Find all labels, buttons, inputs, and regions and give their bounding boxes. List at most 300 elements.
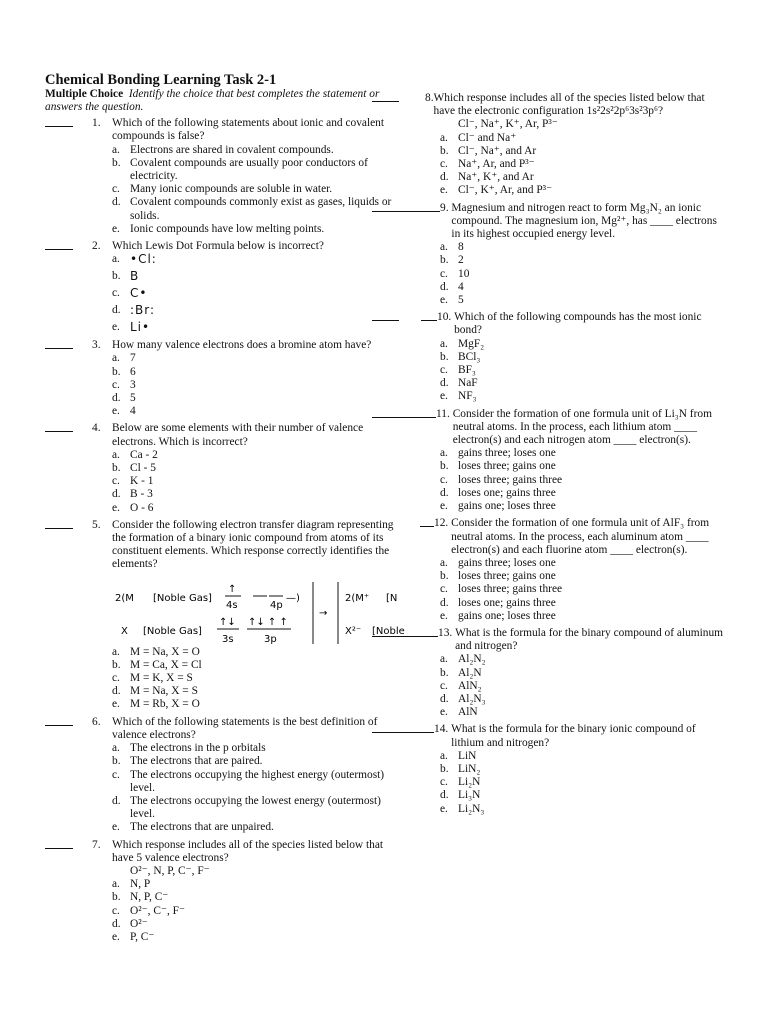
option-letter: b. [112, 891, 121, 904]
option-letter: c. [112, 183, 120, 196]
option [440, 132, 727, 145]
option-letter: a. [440, 749, 448, 762]
option-text: M = Rb, X = O [130, 698, 200, 711]
option-text: gains one; loses three [458, 609, 556, 622]
question-13 [372, 627, 727, 653]
option-letter: c. [112, 672, 120, 685]
question-text: What is the formula for the binary compound of aluminum and nitrogen? [455, 626, 724, 653]
option-letter: b. [112, 365, 121, 378]
section-header [45, 88, 400, 113]
option-letter: b. [440, 350, 449, 363]
option-letter: c. [440, 267, 448, 280]
question-number: 12. [434, 517, 449, 530]
option-letter: d. [112, 304, 121, 317]
question-text: Which of the following compounds has the most ionic bond? [454, 311, 702, 337]
option-letter: a. [440, 447, 448, 460]
answer-blank-1[interactable] [45, 117, 73, 127]
option-letter: d. [112, 196, 121, 209]
option [112, 685, 400, 698]
options-4 [112, 449, 400, 515]
orbital-label-3s: 3s [222, 633, 234, 645]
option [440, 500, 727, 513]
question-number: 11. [436, 407, 450, 420]
question-14 [372, 723, 727, 749]
orbital-label-3p: 3p [264, 633, 277, 645]
option [440, 597, 727, 610]
option [440, 583, 727, 596]
option-letter: c. [112, 904, 120, 917]
option-text: loses one; gains three [458, 596, 556, 609]
question-number: 1. [92, 117, 101, 130]
answer-blank-2[interactable] [45, 240, 73, 250]
question-number: 3. [92, 339, 101, 352]
option-letter: c. [112, 378, 120, 391]
option [440, 653, 727, 666]
option-text: The electrons that are paired. [130, 755, 263, 768]
question-text: Which response includes all of the species listed below that have 5 valence electrons? [112, 838, 384, 864]
option-text: Li₂N₃ [458, 802, 485, 815]
species-list: Cl⁻, Na⁺, K⁺, Ar, P³⁻ [458, 118, 558, 131]
option-letter: c. [440, 158, 448, 171]
options-5 [112, 646, 400, 712]
question-number: 7. [92, 838, 101, 851]
option-letter: c. [440, 679, 448, 692]
option-text: LiN [458, 749, 477, 762]
options-13 [440, 653, 727, 719]
lewis-dot-c: C• [130, 286, 148, 301]
option-letter: a. [440, 131, 448, 144]
options-11 [440, 447, 727, 513]
option-text: M = Na, X = S [130, 685, 198, 698]
option-letter: d. [112, 392, 121, 405]
option [112, 270, 400, 287]
option-text: 10 [458, 267, 470, 280]
option-text: 4 [130, 405, 136, 418]
question-text: Which response includes all of the species listed below that have the electronic configuration 1s²2s²2p⁶3s²3p⁶? [433, 92, 705, 118]
transfer-arrow: → [319, 607, 328, 619]
option [112, 918, 400, 931]
option-letter: a. [112, 143, 120, 156]
option-letter: a. [440, 556, 448, 569]
answer-blank-10b[interactable] [421, 311, 437, 321]
option-text: loses three; gains three [458, 473, 563, 486]
option-letter: a. [440, 653, 448, 666]
option [112, 183, 400, 196]
option [112, 462, 400, 475]
diagram-label-x: X [121, 625, 128, 637]
question-number: 6. [92, 715, 101, 728]
question-11 [372, 408, 727, 448]
question-text: How many valence electrons does a bromine atom have? [112, 339, 372, 352]
option-letter: b. [440, 254, 449, 267]
option-text: NF₃ [458, 390, 477, 403]
option-text: Al₂N₃ [458, 692, 486, 705]
option-text: Al₂N₂ [458, 653, 486, 666]
option [440, 789, 727, 802]
option-letter: a. [112, 448, 120, 461]
answer-blank-10[interactable] [372, 311, 399, 321]
option-letter: c. [440, 364, 448, 377]
option [112, 931, 400, 944]
option-text: loses one; gains three [458, 486, 556, 499]
option [440, 281, 727, 294]
option-text: AlN₂ [458, 679, 482, 692]
question-number: 4. [92, 422, 101, 435]
option-text: O - 6 [130, 501, 154, 514]
option-text: Ca - 2 [130, 448, 158, 461]
option-letter: e. [112, 501, 120, 514]
question-text: Magnesium and nitrogen react to form Mg₃N₂ an ionic compound. The magnesium ion, Mg²⁺, has ____ electrons in its highest occupied energy level. [451, 201, 717, 241]
option [112, 223, 400, 236]
lewis-dot-cl: •Cl: [130, 252, 157, 267]
option-text: N, P [130, 878, 151, 891]
question-text: Below are some elements with their number of valence electrons. Which is incorrect? [112, 422, 364, 448]
options-12 [440, 557, 727, 623]
answer-blank-3[interactable] [45, 339, 73, 349]
option [112, 905, 400, 918]
diagram-label-noble-gas-2: [Noble Gas] [143, 625, 202, 637]
option-letter: d. [112, 917, 121, 930]
question-text: What is the formula for the binary ionic compound of lithium and nitrogen? [451, 723, 696, 749]
option-text: gains one; loses three [458, 500, 556, 513]
option [112, 253, 400, 270]
option-letter: c. [112, 475, 120, 488]
option [440, 447, 727, 460]
question-text: Consider the formation of one formula unit of Li₃N from neutral atoms. In the process, each lithium atom ____ electron(s) and each nitrogen atom ____ electron(s). [452, 407, 712, 447]
option [440, 294, 727, 307]
answer-blank-12[interactable] [420, 517, 434, 527]
options-14 [440, 750, 727, 816]
option [112, 755, 400, 768]
arrow-up: ↑ [228, 583, 237, 595]
option [440, 750, 727, 763]
option-text: P, C⁻ [130, 930, 155, 943]
option-text: gains three; loses one [458, 447, 556, 460]
answer-blank-8[interactable] [372, 92, 399, 102]
left-column [45, 72, 405, 944]
option-letter: d. [440, 789, 449, 802]
option-letter: b. [112, 270, 121, 283]
option [112, 304, 400, 321]
question-12 [420, 517, 727, 557]
option [112, 287, 400, 304]
option-text: Li₂N [458, 776, 481, 789]
options-7 [112, 878, 400, 944]
option-text: Li₃N [458, 789, 481, 802]
option-text: 5 [458, 294, 464, 307]
option [440, 241, 727, 254]
electron-transfer-diagram [45, 578, 405, 646]
option-text: Covalent compounds commonly exist as gases, liquids or solids. [130, 196, 392, 222]
option [112, 144, 400, 157]
option-text: 3 [130, 378, 136, 391]
option-text: K - 1 [130, 475, 154, 488]
option-letter: a. [112, 253, 120, 266]
option-letter: b. [440, 570, 449, 583]
option [112, 698, 400, 711]
option-text: Cl⁻, Na⁺, and Ar [458, 144, 537, 157]
option [112, 659, 400, 672]
option [112, 352, 400, 365]
option-text: BCl₃ [458, 350, 481, 363]
option-text: Ionic compounds have low melting points. [130, 222, 325, 235]
answer-blank-4[interactable] [45, 422, 73, 432]
question-number: 8. [425, 92, 434, 104]
option [440, 474, 727, 487]
option-letter: e. [112, 405, 120, 418]
option-letter: d. [440, 377, 449, 390]
orbital-label-4s: 4s [226, 599, 238, 611]
question-text: Which of the following statements is the best definition of valence electrons? [112, 715, 378, 741]
option-text: The electrons that are unpaired. [130, 821, 274, 834]
question-7 [45, 839, 400, 865]
option-letter: e. [112, 821, 120, 834]
answer-blank-6[interactable] [45, 716, 73, 726]
option [112, 379, 400, 392]
option-letter: a. [112, 742, 120, 755]
options-8 [440, 132, 727, 198]
option-letter: e. [112, 222, 120, 235]
option-letter: a. [440, 337, 448, 350]
option-text: M = K, X = S [130, 672, 193, 685]
orbital-label-4p: 4p [270, 599, 283, 611]
option-letter: c. [440, 473, 448, 486]
option-text: The electrons in the p orbitals [130, 742, 266, 755]
diagram-label-noble-gas: [Noble Gas] [153, 592, 212, 604]
diagram-label-noble: [Noble [372, 625, 405, 637]
question-8 [372, 92, 727, 118]
option-letter: b. [440, 144, 449, 157]
section-instructions: Identify the choice that best completes the statement or answers the question. [45, 88, 380, 113]
option-letter: d. [112, 685, 121, 698]
option-letter: e. [440, 802, 448, 815]
lewis-dot-br: :Br: [130, 303, 156, 318]
option-text: loses three; gains one [458, 570, 556, 583]
option-text: 4 [458, 280, 464, 293]
option [440, 460, 727, 473]
option-letter: a. [112, 645, 120, 658]
answer-blank-9[interactable] [372, 202, 440, 212]
option [440, 680, 727, 693]
option [440, 803, 727, 816]
option-text: Many ionic compounds are soluble in water. [130, 183, 333, 196]
diagram-label-n: [N [386, 592, 398, 604]
question-2 [45, 240, 400, 253]
right-column [372, 88, 727, 839]
option [440, 693, 727, 706]
option [112, 475, 400, 488]
option [112, 366, 400, 379]
option-text: Cl - 5 [130, 462, 156, 475]
diagram-label-m: 2(M [115, 592, 134, 604]
option-text: M = Na, X = O [130, 645, 200, 658]
option-letter: c. [440, 583, 448, 596]
option [112, 821, 400, 834]
option-letter: d. [112, 488, 121, 501]
question-9 [372, 202, 727, 242]
option-letter: b. [440, 666, 449, 679]
option-text: loses three; gains three [458, 583, 563, 596]
option [440, 184, 727, 197]
question-10 [372, 311, 727, 337]
option [440, 667, 727, 680]
option-letter: c. [112, 287, 120, 300]
species-list: O²⁻, N, P, C⁻, F⁻ [130, 864, 210, 877]
option-text: Electrons are shared in covalent compounds. [130, 143, 334, 156]
option [112, 196, 400, 222]
option-text: 8 [458, 241, 464, 254]
question-6 [45, 716, 400, 742]
answer-blank-11[interactable] [372, 408, 436, 418]
option-letter: b. [440, 460, 449, 473]
option-letter: a. [440, 241, 448, 254]
option-letter: b. [112, 658, 121, 671]
answer-blank-7[interactable] [45, 839, 73, 849]
question-3 [45, 339, 400, 352]
option [112, 157, 400, 183]
close-paren: —) [286, 592, 300, 604]
option [440, 338, 727, 351]
option [112, 769, 400, 795]
question-4 [45, 422, 400, 448]
diagram-label-x-ion: X²⁻ [345, 625, 362, 637]
option-letter: e. [440, 706, 448, 719]
option-text: O²⁻ [130, 917, 148, 930]
option-letter: e. [440, 500, 448, 513]
option [440, 487, 727, 500]
option-text: The electrons occupying the highest energy (outermost) level. [130, 768, 385, 794]
option [112, 449, 400, 462]
option-letter: d. [440, 171, 449, 184]
option-text: gains three; loses one [458, 556, 556, 569]
option [440, 158, 727, 171]
option-text: 2 [458, 254, 464, 267]
option [112, 392, 400, 405]
options-2 [112, 253, 400, 335]
option [440, 706, 727, 719]
question-number: 2. [92, 240, 101, 253]
question-number: 13. [438, 626, 453, 639]
option-text: LiN₂ [458, 762, 481, 775]
trailing-blanks [372, 826, 727, 839]
options-9 [440, 241, 727, 307]
option [112, 646, 400, 659]
option-text: AlN [458, 706, 478, 719]
option [440, 145, 727, 158]
lewis-dot-b: B [130, 269, 140, 284]
option-text: BF₃ [458, 364, 476, 377]
option-letter: b. [440, 762, 449, 775]
option [440, 763, 727, 776]
option-letter: d. [440, 486, 449, 499]
option [440, 776, 727, 789]
question-1 [45, 117, 400, 143]
options-6 [112, 742, 400, 834]
section-label: Multiple Choice [45, 88, 124, 100]
option-letter: e. [440, 294, 448, 307]
option-text: Cl⁻, K⁺, Ar, and P³⁻ [458, 184, 553, 197]
option-letter: c. [440, 776, 448, 789]
option-letter: d. [112, 794, 121, 807]
question-text: Which Lewis Dot Formula below is incorrect? [112, 240, 324, 253]
option-text: B - 3 [130, 488, 153, 501]
answer-blank-5[interactable] [45, 519, 73, 529]
option-letter: a. [112, 878, 120, 891]
question-text: Consider the formation of one formula unit of AlF₃ from neutral atoms. In the process, each aluminum atom ____ electron(s) and each fluorine atom ____ electron(s). [451, 517, 710, 556]
option [112, 891, 400, 904]
question-number: 14. [434, 723, 449, 736]
options-3 [112, 352, 400, 418]
question-number: 9. [440, 201, 449, 214]
option [112, 502, 400, 515]
option-letter: d. [440, 692, 449, 705]
option [112, 672, 400, 685]
worksheet-title: Chemical Bonding Learning Task 2-1 [45, 72, 277, 88]
question-number: 10. [437, 311, 452, 324]
option-text: MgF₂ [458, 337, 485, 350]
option-letter: b. [112, 156, 121, 169]
option [112, 405, 400, 418]
option-letter: e. [440, 390, 448, 403]
option [112, 795, 400, 821]
option [112, 321, 400, 335]
option [440, 377, 727, 390]
option [440, 351, 727, 364]
option-letter: e. [440, 609, 448, 622]
options-1 [112, 144, 400, 236]
option-letter: e. [112, 698, 120, 711]
option-text: O²⁻, C⁻, F⁻ [130, 904, 186, 917]
option [440, 171, 727, 184]
diagram-label-m-ion: 2(M⁺ [345, 592, 370, 604]
option-text: Al₂N [458, 666, 482, 679]
option-text: The electrons occupying the lowest energy (outermost) level. [130, 794, 381, 821]
question-text: Consider the following electron transfer diagram representing the formation of a binary ionic compound from atoms of its constituent elements. Which response correctly identifies the elements? [112, 518, 394, 571]
option [112, 878, 400, 891]
option [440, 390, 727, 403]
question-5 [45, 519, 400, 572]
arrows-updown: ↑↓ [219, 616, 236, 628]
option-letter: b. [112, 755, 121, 768]
arrows-up: ↑↓ ↑ ↑ [248, 616, 288, 628]
option [440, 610, 727, 623]
option-letter: a. [112, 352, 120, 365]
option-text: 5 [130, 392, 136, 405]
option-letter: d. [440, 596, 449, 609]
option [440, 557, 727, 570]
question-text: Which of the following statements about ionic and covalent compounds is false? [112, 117, 385, 143]
option-text: Covalent compounds are usually poor conductors of electricity. [130, 156, 368, 182]
lewis-dot-li: Li• [130, 320, 151, 335]
option-letter: e. [112, 930, 120, 943]
option [440, 254, 727, 267]
option [112, 742, 400, 755]
option [112, 488, 400, 501]
option-letter: d. [440, 280, 449, 293]
options-10 [440, 338, 727, 404]
answer-blank-14[interactable] [372, 723, 434, 733]
option-text: 7 [130, 352, 136, 365]
option-text: NaF [458, 377, 478, 390]
option [440, 268, 727, 281]
option [440, 570, 727, 583]
option-letter: c. [112, 768, 120, 781]
answer-blank-13[interactable] [372, 627, 438, 637]
option-text: Na⁺, Ar, and P³⁻ [458, 158, 535, 171]
question-number: 5. [92, 518, 101, 531]
option-text: M = Ca, X = Cl [130, 658, 202, 671]
option-text: 6 [130, 365, 136, 378]
